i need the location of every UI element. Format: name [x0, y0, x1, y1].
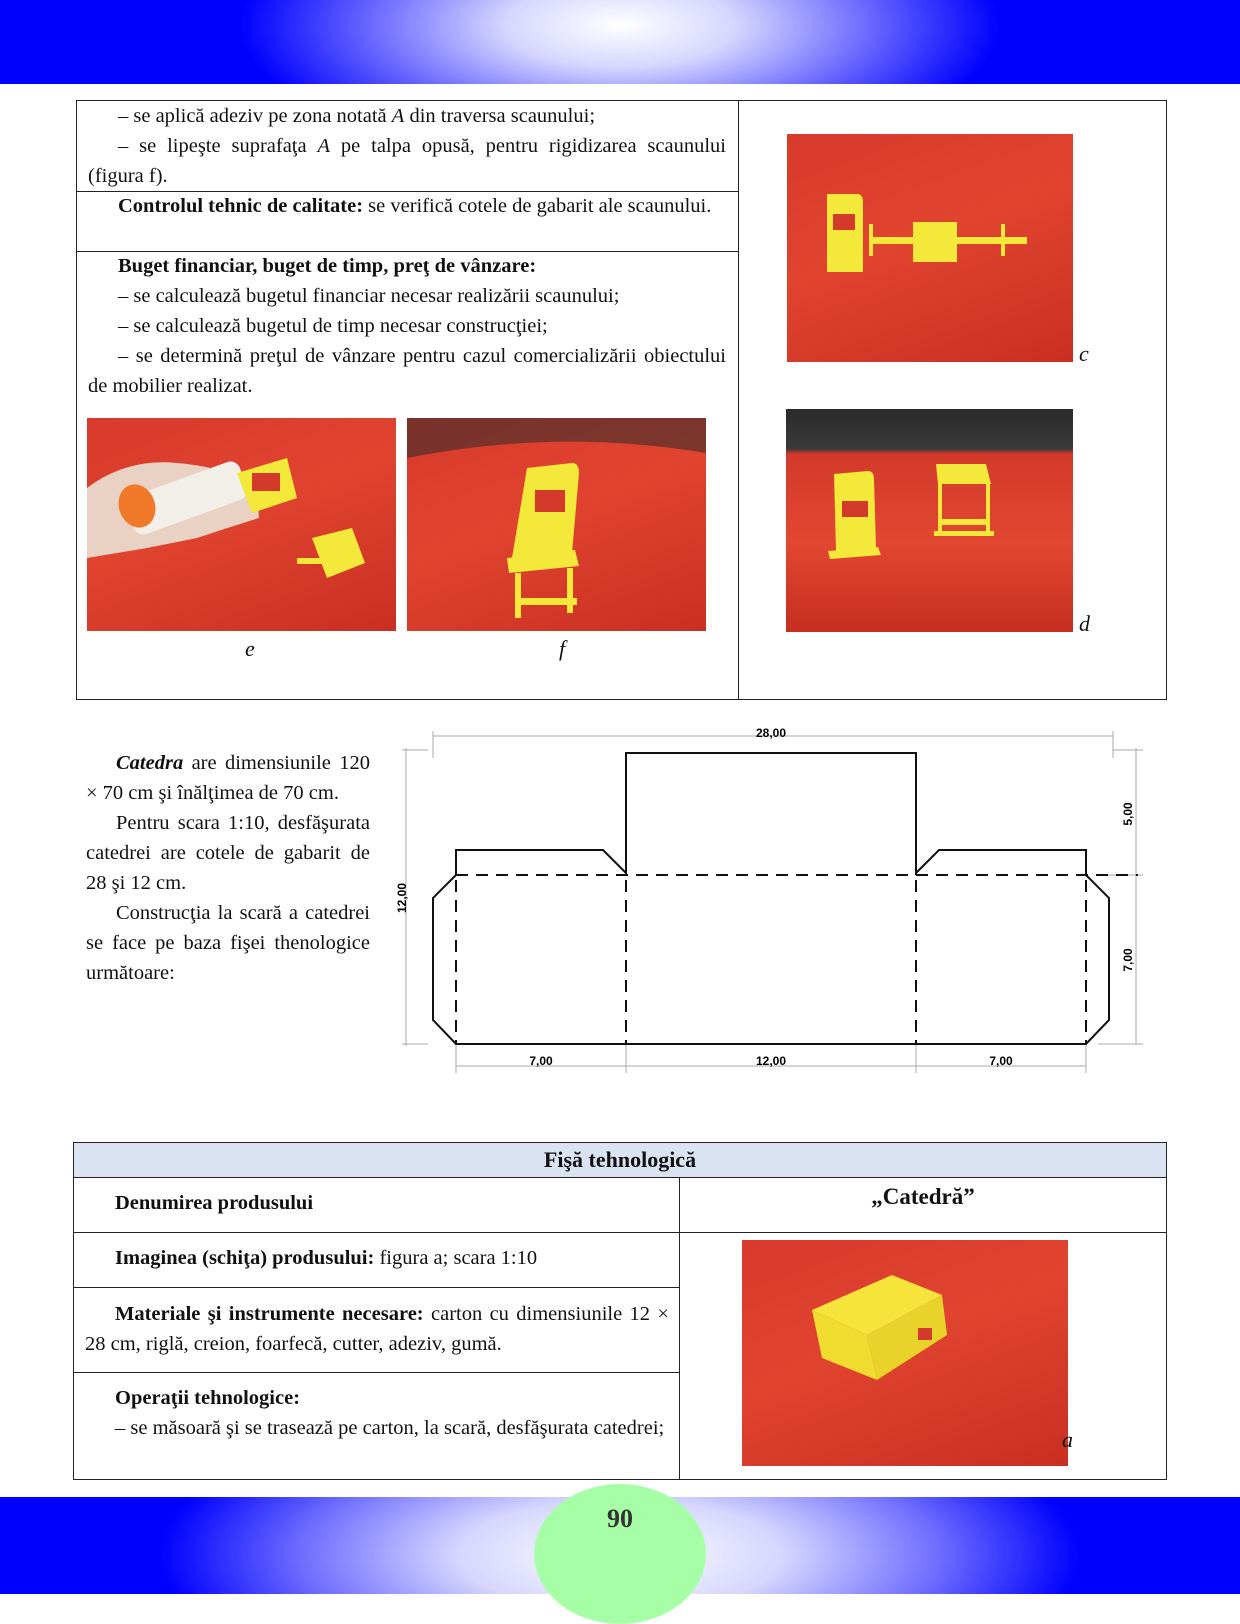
materiale-text: carton cu dimensiunile 12 × 28 cm, riglă, creion, foarfecă, cutter, adeziv, gumă. [85, 1303, 669, 1355]
catedra-para-3: Construcţia la scară a catedrei se face pe baza fişei thenologice următoare: [86, 902, 370, 984]
imagine-text: figura a; scara 1:10 [374, 1247, 538, 1269]
caption-a: a [1062, 1427, 1073, 1452]
imagine-label: Imaginea (schiţa) produsului: [115, 1247, 375, 1269]
imagine-row [85, 1243, 669, 1273]
photo-a-desk [742, 1240, 1068, 1466]
operatii-item: – se măsoară şi se trasează pe carton, la scară, desfăşurata catedrei; [115, 1417, 665, 1439]
header-band [0, 0, 1240, 84]
caption-c: c [1079, 341, 1089, 366]
dim-bottom-middle: 12,00 [755, 1054, 787, 1068]
step-2: – se lipeşte suprafaţa A pe talpa opusă, pentru rigidizarea scaunului (figura f). [88, 135, 726, 187]
dim-bottom-right: 7,00 [989, 1054, 1013, 1068]
budget-item: – se calculează bugetul financiar necesar realizării scaunului; [118, 285, 620, 307]
budget-item: – se determină preţul de vânzare pentru cazul comercializării obiectului de mobilier realizat. [88, 345, 726, 397]
chair-and-desk-image [786, 409, 1073, 632]
photo-f-chair [407, 418, 706, 631]
hand-glue-stick-image [87, 418, 396, 631]
glue-steps [88, 101, 726, 191]
photo-e-gluing [87, 418, 396, 631]
fisa-title: Fişă tehnologică [74, 1143, 1166, 1178]
catedra-para-1: Catedra are dimensiunile 120 × 70 cm şi înălţimea de 70 cm. [86, 752, 370, 804]
denumire-label: Denumirea produsului [115, 1192, 314, 1214]
step-1: – se aplică adeziv pe zona notată A din traversa scaunului; [118, 105, 596, 127]
photo-c-cutout [787, 134, 1073, 362]
denumire-value: „Catedră” [871, 1184, 975, 1209]
quality-control-label: Controlul tehnic de calitate: [118, 195, 364, 217]
chair-net-cutout-image [787, 134, 1073, 362]
assembly-steps-table [76, 100, 1167, 700]
denumire-row [85, 1188, 669, 1218]
catedra-para-2: Pentru scara 1:10, desfăşurata catedrei are cotele de gabarit de 28 şi 12 cm. [86, 812, 370, 894]
paper-chair-image [407, 418, 706, 631]
dim-28: 28,00 [755, 725, 787, 740]
budget-item: – se calculează bugetul de timp necesar construcţiei; [118, 315, 548, 337]
materiale-label: Materiale şi instrumente necesare: [115, 1303, 424, 1325]
quality-control [88, 191, 726, 221]
caption-f: f [559, 636, 566, 661]
dim-bottom-left: 7,00 [529, 1054, 553, 1068]
paper-desk-image [742, 1240, 1068, 1466]
caption-e: e [245, 636, 255, 661]
operatii-row [85, 1383, 669, 1443]
desk-net-svg [395, 725, 1158, 1100]
quality-control-text: se verifică cotele de gabarit ale scaunului. [363, 195, 712, 217]
catedra-description [86, 748, 370, 988]
page-number: 90 [607, 1504, 633, 1533]
dim-7-vertical: 7,00 [1121, 948, 1135, 972]
operatii-label: Operaţii tehnologice: [115, 1387, 301, 1409]
budget-section [88, 251, 726, 401]
budget-label: Buget financiar, buget de timp, preţ de vânzare: [118, 255, 537, 277]
caption-d: d [1079, 611, 1090, 636]
dim-12: 12,00 [395, 882, 409, 914]
dim-5: 5,00 [1121, 802, 1135, 826]
desk-net-drawing [395, 725, 1158, 1100]
fisa-tehnologica-table [73, 1142, 1167, 1480]
materiale-row [85, 1299, 669, 1359]
photo-d-chair-desk [786, 409, 1073, 632]
